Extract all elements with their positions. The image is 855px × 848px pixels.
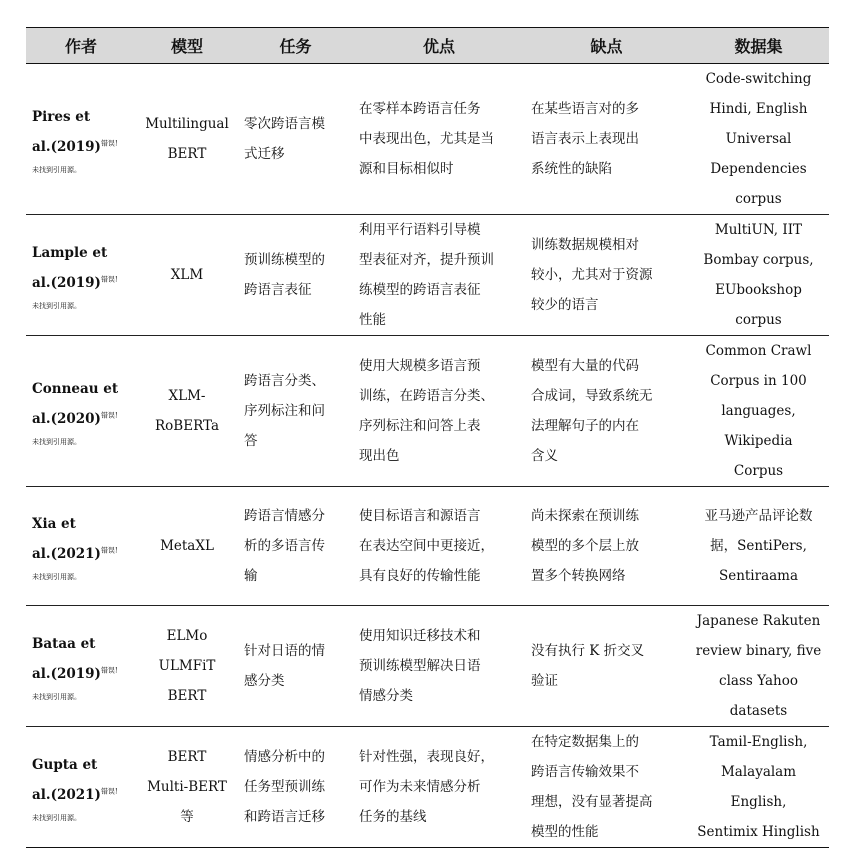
cons-line: 尚未探索在预训练 [531,508,639,524]
cons-cell [525,727,688,848]
cons-line: 模型的性能 [531,824,599,840]
dataset-line: Bombay corpus, [703,252,814,268]
cons-line: 系统性的缺陷 [531,161,612,177]
citation-error-mark: 错误! [100,139,118,148]
author-cell [26,606,136,727]
dataset-line: Corpus [733,463,784,479]
author-line: Conneau et [32,381,119,397]
author-line: al.(2021)$^{错误!}$ [32,546,118,562]
dataset-line: Sentimix Hinglish [697,824,820,840]
author-line: Lample et [32,245,108,261]
pros-line: 任务的基线 [359,809,427,825]
dataset-line: Hindi, English [709,101,808,117]
model-line: MetaXL [160,538,214,554]
cons-cell [525,215,688,336]
task-cell [238,336,353,487]
model-line: RoBERTa [155,418,219,434]
citation-error-mark: 错误! [100,787,118,796]
dataset-cell [688,487,829,606]
task-cell [238,727,353,848]
pros-line: 使用知识迁移技术和 [359,628,481,644]
author-line: al.(2021)$^{错误!}$ [32,787,118,803]
dataset-line: Sentiraama [718,568,799,584]
task-line: 答 [244,433,258,449]
author-line: al.(2019)$^{错误!}$ [32,666,118,682]
pros-cell [353,487,525,606]
header-model: 模型 [136,28,238,64]
citation-error-note: 未找到引用源。 [32,814,81,822]
pros-cell [353,727,525,848]
dataset-line: Common Crawl [705,343,812,359]
author-cell [26,336,136,487]
citation-error-note: 未找到引用源。 [32,302,81,310]
pros-line: 序列标注和问答上表 [359,418,481,434]
task-line: 输 [244,568,258,584]
dataset-line: Universal [725,131,792,147]
cons-line: 法理解句子的内在 [531,418,639,434]
pros-line: 性能 [359,312,386,328]
pros-line: 现出色 [359,448,400,464]
cons-line: 模型有大量的代码 [531,358,639,374]
dataset-line: Malayalam English, [720,764,797,810]
cons-line: 合成词，导致系统无 [531,388,653,404]
pros-line: 源和目标相似时 [359,161,454,177]
pros-line: 使目标语言和源语言 [359,508,481,524]
model-cell [136,727,238,848]
citation-error-note: 未找到引用源。 [32,693,81,701]
header-cons: 缺点 [525,28,688,64]
dataset-line: review binary, five [695,643,822,659]
cons-line: 在特定数据集上的 [531,734,639,750]
pros-cell [353,336,525,487]
dataset-line: class Yahoo datasets [719,673,798,719]
pros-line: 训练，在跨语言分类、 [359,388,494,404]
task-line: 零次跨语言模 [244,116,325,132]
pros-line: 在零样本跨语言任务 [359,101,481,117]
author-line: al.(2020)$^{错误!}$ [32,411,118,427]
table-row [26,215,829,336]
dataset-line: EUbookshop corpus [715,282,802,328]
dataset-line: Dependencies corpus [710,161,807,207]
pros-line: 使用大规模多语言预 [359,358,481,374]
comparison-table [26,27,829,848]
model-line: ELMo [166,628,208,644]
pros-line: 具有良好的传输性能 [359,568,481,584]
dataset-line: Corpus in 100 [710,373,807,389]
author-line: Pires et [32,109,91,125]
header-task: 任务 [238,28,353,64]
citation-error-mark: 错误! [100,411,118,420]
author-line: Xia et [32,516,76,532]
citation-error-mark: 错误! [100,275,118,284]
dataset-line: Japanese Rakuten [696,613,821,629]
dataset-line: MultiUN, IIT [714,222,803,238]
pros-line: 在表达空间中更接近， [359,538,494,554]
dataset-cell [688,606,829,727]
table-row [26,606,829,727]
dataset-cell [688,215,829,336]
task-line: 序列标注和问 [244,403,325,419]
pros-cell [353,606,525,727]
task-line: 情感分析中的 [244,749,325,765]
pros-cell [353,215,525,336]
cons-line: 理想，没有显著提高 [531,794,653,810]
citation-error-note: 未找到引用源。 [32,573,81,581]
table-row [26,64,829,215]
cons-cell [525,606,688,727]
model-cell [136,215,238,336]
author-cell [26,64,136,215]
pros-line: 预训练模型解决日语 [359,658,481,674]
model-line: ULMFiT [158,658,216,674]
model-line: XLM- [168,388,206,404]
pros-cell [353,64,525,215]
cons-line: 跨语言传输效果不 [531,764,639,780]
task-cell [238,606,353,727]
author-line: al.(2019)$^{错误!}$ [32,139,118,155]
header-row [26,28,829,64]
header-dataset: 数据集 [688,28,829,64]
task-line: 任务型预训练 [244,779,325,795]
model-line: BERT [167,146,207,162]
table-body [26,64,829,848]
cons-cell [525,336,688,487]
dataset-line: Code-switching [705,71,812,87]
task-line: 预训练模型的 [244,252,325,268]
model-cell [136,64,238,215]
cons-line: 模型的多个层上放 [531,538,639,554]
task-line: 针对日语的情 [244,643,325,659]
dataset-cell [688,336,829,487]
pros-line: 练模型的跨语言表征 [359,282,481,298]
table-row [26,487,829,606]
model-line: BERT [167,688,207,704]
model-cell [136,606,238,727]
table-row [26,727,829,848]
cons-cell [525,487,688,606]
author-cell [26,487,136,606]
pros-line: 利用平行语料引导模 [359,222,481,238]
table-row [26,336,829,487]
model-cell [136,487,238,606]
task-line: 式迁移 [244,146,285,162]
task-cell [238,215,353,336]
task-line: 感分类 [244,673,285,689]
cons-cell [525,64,688,215]
author-line: al.(2019)$^{错误!}$ [32,275,118,291]
header-pros: 优点 [353,28,525,64]
model-cell [136,336,238,487]
model-line: XLM [170,267,204,283]
author-cell [26,215,136,336]
citation-error-mark: 错误! [100,666,118,675]
task-line: 析的多语言传 [244,538,325,554]
header-author: 作者 [26,28,136,64]
dataset-line: 亚马逊产品评论数 [704,508,813,524]
dataset-line: languages, Wikipedia [721,403,796,449]
model-line: Multilingual [145,116,229,132]
model-line: BERT [167,749,207,765]
pros-line: 可作为未来情感分析 [359,779,481,795]
cons-line: 没有执行 K 折交叉 [531,643,645,659]
dataset-line: Tamil-English, [709,734,808,750]
cons-line: 含义 [531,448,558,464]
author-line: Bataa et [32,636,96,652]
pros-line: 中表现出色，尤其是当 [359,131,494,147]
citation-error-note: 未找到引用源。 [32,166,81,174]
task-line: 跨语言表征 [244,282,312,298]
pros-line: 型表征对齐，提升预训 [359,252,494,268]
model-line: 等 [180,809,194,825]
cons-line: 语言表示上表现出 [531,131,639,147]
cons-line: 训练数据规模相对 [531,237,639,253]
task-cell [238,64,353,215]
task-cell [238,487,353,606]
cons-line: 验证 [531,673,558,689]
cons-line: 较少的语言 [531,297,599,313]
citation-error-note: 未找到引用源。 [32,438,81,446]
task-line: 和跨语言迁移 [244,809,325,825]
pros-line: 情感分类 [359,688,413,704]
pros-line: 针对性强，表现良好， [359,749,494,765]
task-line: 跨语言情感分 [244,508,325,524]
cons-line: 较小，尤其对于资源 [531,267,653,283]
cons-line: 在某些语言对的多 [531,101,639,117]
model-line: Multi-BERT [147,779,227,795]
dataset-line: 据，SentiPers, [710,538,807,554]
author-cell [26,727,136,848]
cons-line: 置多个转换网络 [531,568,626,584]
dataset-cell [688,64,829,215]
author-line: Gupta et [32,757,98,773]
citation-error-mark: 错误! [100,546,118,555]
dataset-cell [688,727,829,848]
task-line: 跨语言分类、 [244,373,325,389]
